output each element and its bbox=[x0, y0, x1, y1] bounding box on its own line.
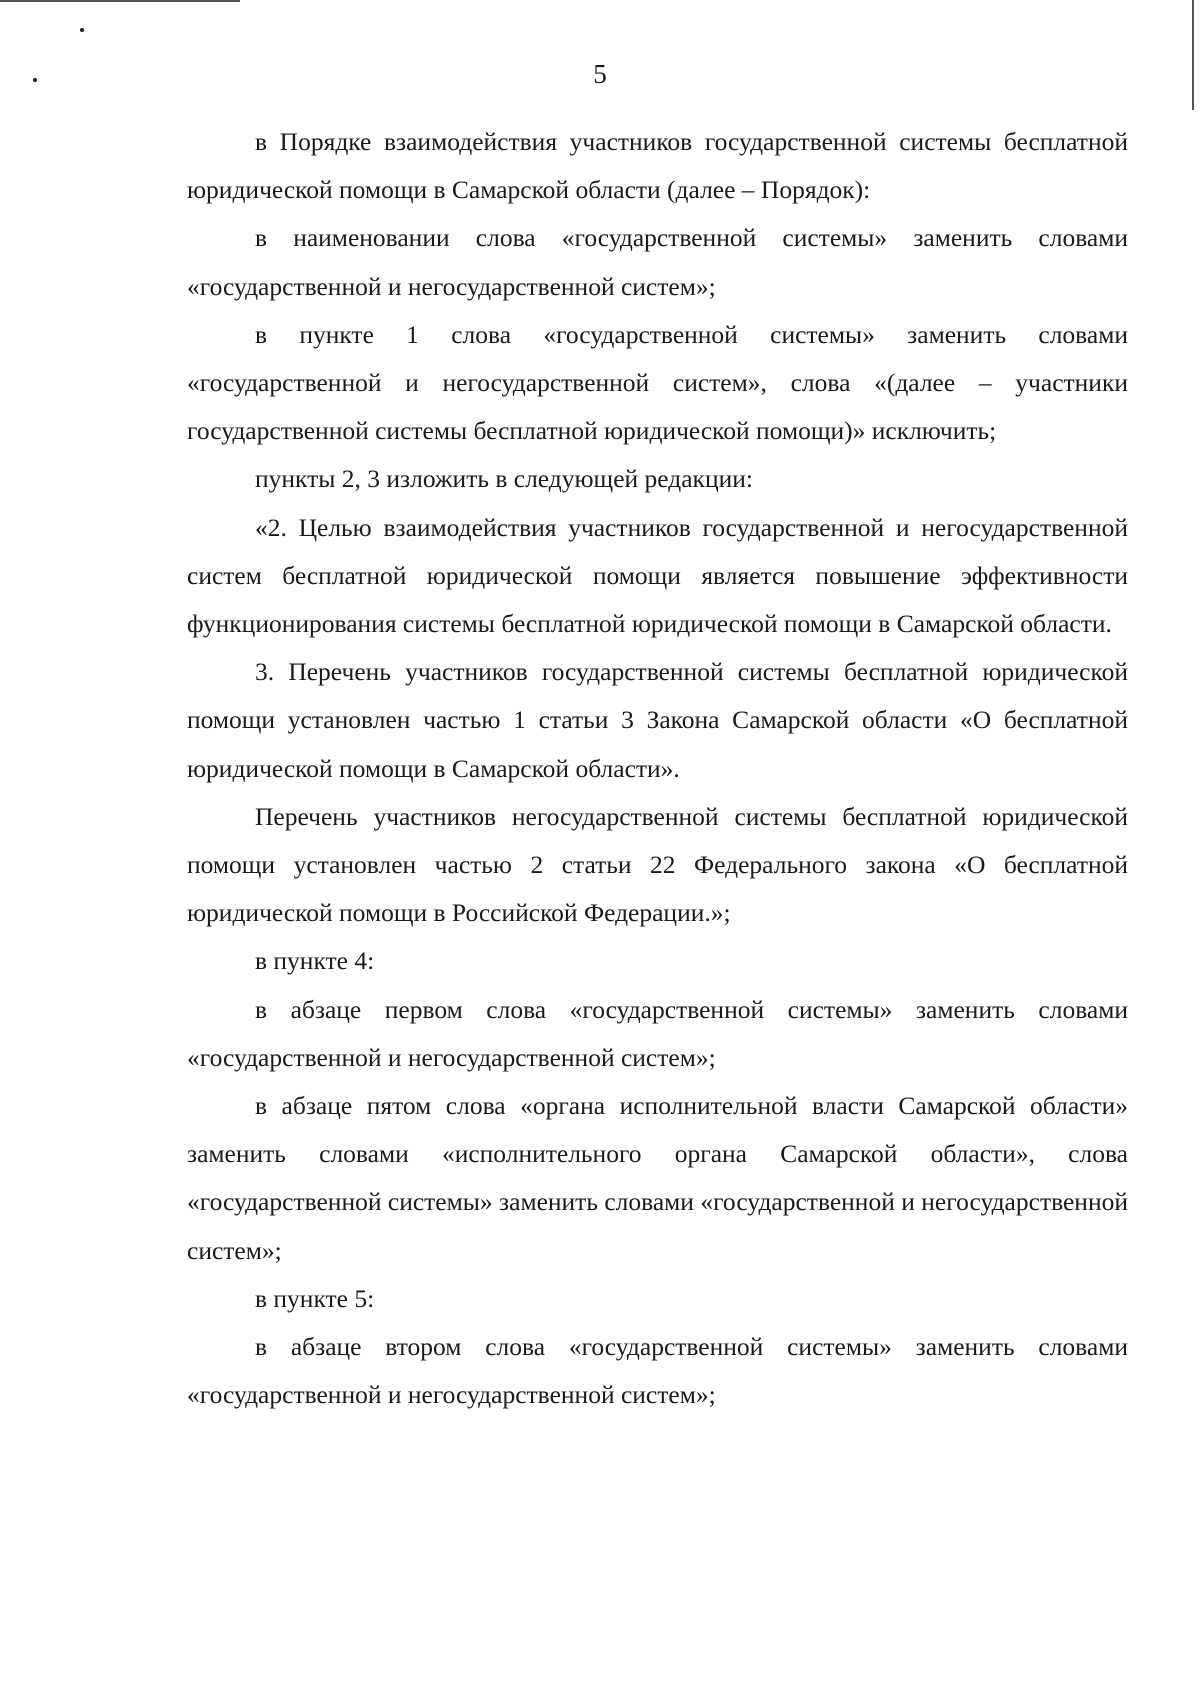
paragraph: в Порядке взаимодействия участников государственной системы бесплатной юридической помощи в Самарской области (далее – Порядок): bbox=[187, 127, 1128, 205]
page-number: 5 bbox=[593, 59, 607, 89]
paragraph: Перечень участников негосударственной системы бесплатной юридической помощи установлен частью 2 статьи 22 Федерального закона «О бесплатной юридической помощи в Российской Федерации.»; bbox=[187, 801, 1128, 928]
paragraph: в абзаце втором слова «государственной системы» заменить словами «государственной и негосударственной систем»; bbox=[187, 1332, 1128, 1410]
paragraph: пункты 2, 3 изложить в следующей редакции: bbox=[255, 464, 753, 494]
paragraph: 3. Перечень участников государственной системы бесплатной юридической помощи установлен частью 1 статьи 3 Закона Самарской области «О бесплатной юридической помощи в Самарской области». bbox=[187, 657, 1128, 783]
scan-edge-line-right bbox=[1192, 0, 1194, 110]
paragraph: в пункте 5: bbox=[255, 1283, 375, 1313]
paragraph: в абзаце первом слова «государственной системы» заменить словами «государственной и негосударственной систем»; bbox=[187, 994, 1128, 1072]
paragraph: в абзаце пятом слова «органа исполнительной власти Самарской области» заменить словами «исполнительного органа Самарской области», слова «государственной системы» заменить словами «государственной и негосударственной систем»; bbox=[187, 1091, 1128, 1265]
paragraph: «2. Целью взаимодействия участников государственной и негосударственной систем бесплатной юридической помощи является повышение эффективности функционирования системы бесплатной юридической помощи в Самарской области. bbox=[187, 512, 1128, 639]
paragraph: в наименовании слова «государственной системы» заменить словами «государственной и негосударственной систем»; bbox=[187, 223, 1128, 301]
scan-edge-line-top bbox=[0, 0, 240, 2]
paragraph: в пункте 4: bbox=[255, 946, 375, 976]
scan-speck bbox=[80, 28, 84, 32]
document-body bbox=[187, 118, 1128, 1419]
paragraph: в пункте 1 слова «государственной системы» заменить словами «государственной и негосударственной систем», слова «(далее – участники государственной системы бесплатной юридической помощи)» исключить; bbox=[187, 319, 1128, 446]
